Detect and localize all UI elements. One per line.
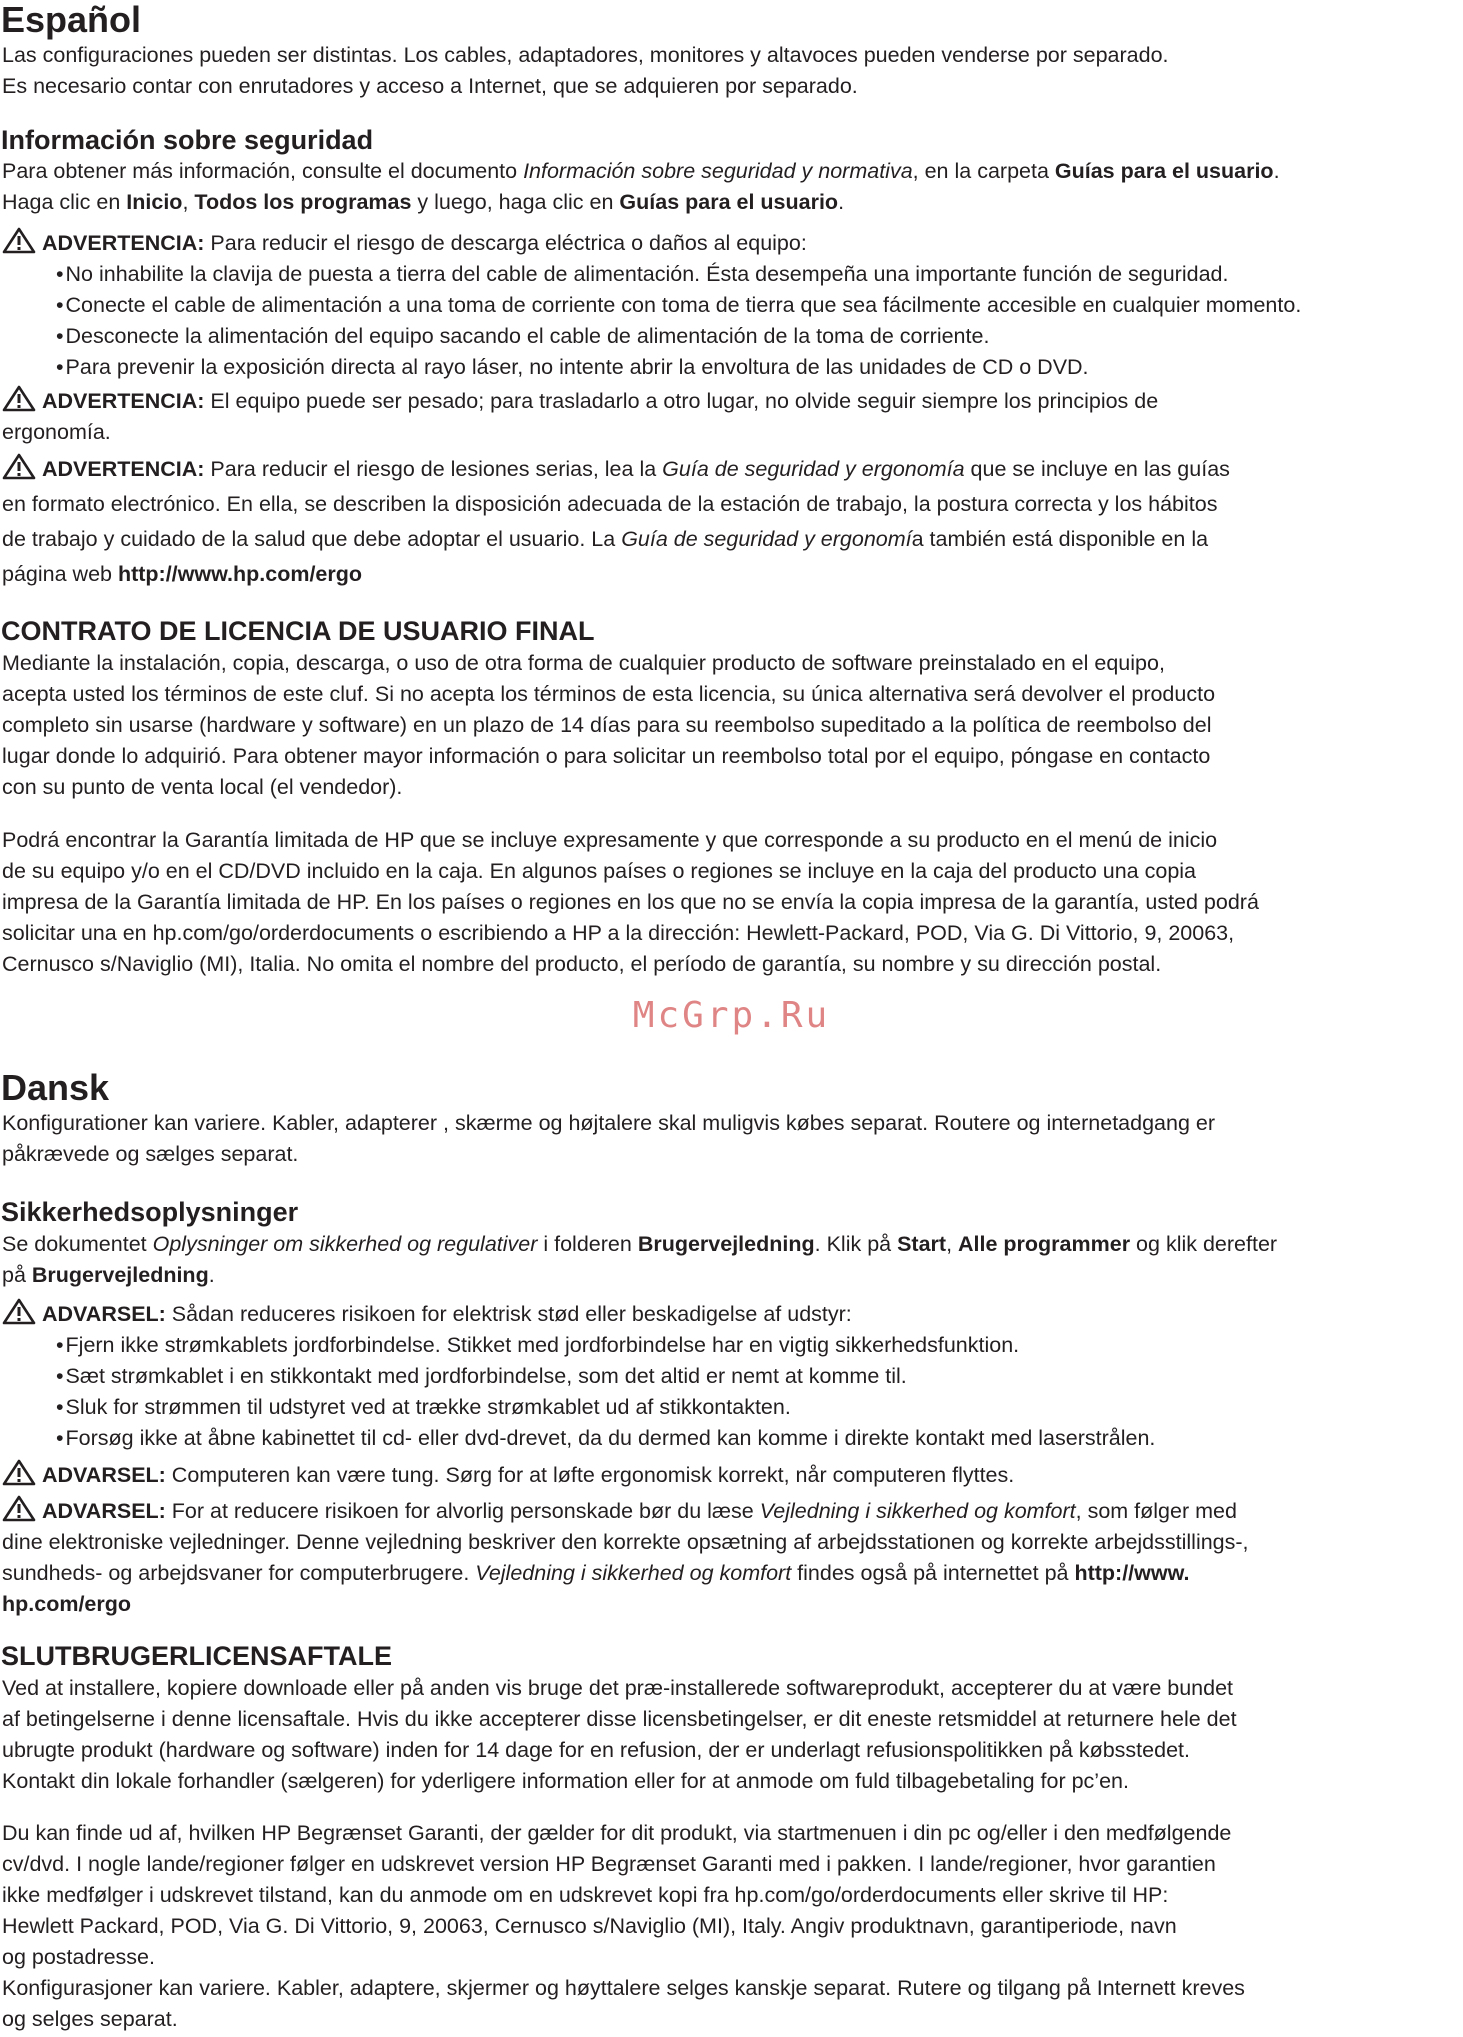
text-line: solicitar una en hp.com/go/orderdocuments o escribiendo a HP a la dirección: Hewlett-Packard, POD, Via G. Di Vittorio, 9, 20063, [2,921,1235,945]
warning-line: ADVARSEL: Sådan reduceres risikoen for elektrisk stød eller beskadigelse af udstyr: [2,1298,1457,1330]
text-line: Hewlett Packard, POD, Via G. Di Vittorio, 9, 20063, Cernusco s/Naviglio (MI), Italy. Angiv produktnavn, garantiperiode, navn [2,1914,1177,1938]
text-line: Konfigurationer kan variere. Kabler, adapterer , skærme og højtalere skal muligvis købes separat. Routere og internetadgang er [2,1111,1215,1135]
text-line: acepta usted los términos de este cluf. Si no acepta los términos de esta licencia, su única alternativa será devolver el producto [2,682,1216,706]
warning-label: ADVARSEL: [42,1463,166,1487]
text-line: på Brugervejledning. [2,1263,215,1287]
text-line: ikke medfølger i udskrevet tilstand, kan du anmode om en udskrevet kopi fra hp.com/go/orderdocuments eller skrive til HP: [2,1883,1169,1907]
text-line: de su equipo y/o en el CD/DVD incluido en la caja. En algunos países o regiones se incluye en la caja del producto una copia [2,859,1197,883]
text-line: af betingelserne i denne licensaftale. Hvis du ikke accepterer disse licensbetingelser, er dit eneste retsmiddel at returnere hele det [2,1707,1237,1731]
warning-label: ADVARSEL: [42,1499,166,1523]
warning-triangle-icon [2,1459,36,1486]
section-title-dansk: Dansk [1,1067,110,1108]
intro-espanol [2,40,1457,102]
warning-label: ADVERTENCIA: [42,457,205,481]
warning-label: ADVERTENCIA: [42,389,205,413]
warning-label: ADVARSEL: [42,1302,166,1326]
text-line: og postadresse. [2,1945,155,1969]
section-title-espanol: Español [1,0,142,40]
text-line: página web http://www.hp.com/ergo [2,562,363,586]
text-line: impresa de la Garantía limitada de HP. En los países o regiones en los que no se envía la copia impresa de la garantía, usted podrá [2,890,1259,914]
warning-line: ADVERTENCIA: Para reducir el riesgo de descarga eléctrica o daños al equipo: [2,227,1457,259]
warning-line: ADVARSEL: Computeren kan være tung. Sørg for at løfte ergonomisk korrekt, når computeren flyttes. [2,1459,1457,1491]
warning-triangle-icon [2,453,36,480]
text-line: dine elektroniske vejledninger. Denne vejledning beskriver den korrekte opsætning af arbejdsstationen og korrekte arbejdsstillings-, [2,1530,1249,1554]
warning-electric-dansk [2,1298,1457,1454]
text-line: sundheds- og arbejdsvaner for computerbrugere. Vejledning i sikkerhed og komfort findes også på internettet på http://www. [2,1561,1190,1585]
eula-paragraph-dansk [2,1673,1457,1797]
eula-paragraph-espanol [2,648,1457,803]
warranty-paragraph-dansk [2,1818,1457,1973]
heading-safety-dansk: Sikkerhedsoplysninger [1,1197,299,1227]
warning-label: ADVERTENCIA: [42,231,205,255]
text-line: ergonomía. [2,420,111,444]
warning-ergonomics-dansk [2,1495,1457,1620]
text-line: Du kan finde ud af, hvilken HP Begrænset Garanti, der gælder for dit produkt, via startmenuen i din pc og/eller i den medfølgende [2,1821,1232,1845]
text-line: ubrugte produkt (hardware og software) inden for 14 dage for en refusion, der er underlagt refusionspolitikken på købsstedet. [2,1738,1190,1762]
text-line: og selges separat. [2,2007,178,2031]
warning-line: ADVERTENCIA: El equipo puede ser pesado; para trasladarlo a otro lugar, no olvide seguir siempre los principios de [2,385,1457,417]
heading-eula-espanol: CONTRATO DE LICENCIA DE USUARIO FINAL [1,616,595,646]
text-line: påkrævede og sælges separat. [2,1142,299,1166]
warning-electric-espanol [2,227,1457,383]
intro-dansk [2,1108,1457,1170]
intro-norsk [2,1973,1457,2035]
warning-triangle-icon [2,1298,36,1325]
list-item: •Conecte el cable de alimentación a una toma de corriente con toma de tierra que sea fácilmente accesible en cualquier momento. [56,293,1302,317]
safety-paragraph-espanol [2,156,1457,218]
text-line: en formato electrónico. En ella, se describen la disposición adecuada de la estación de trabajo, la postura correcta y los hábitos [2,492,1218,516]
text-line [2,1589,1457,1620]
heading-eula-dansk: SLUTBRUGERLICENSAFTALE [1,1641,392,1671]
text-line: de trabajo y cuidado de la salud que debe adoptar el usuario. La Guía de seguridad y ergonomía también está disponible en la [2,527,1209,551]
warning-weight-dansk [2,1459,1457,1491]
warning-line: ADVERTENCIA: Para reducir el riesgo de lesiones serias, lea la Guía de seguridad y ergonomía que se incluye en las guías [2,452,1457,487]
list-item: •Fjern ikke strømkablets jordforbindelse. Stikket med jordforbindelse har en vigtig sikkerhedsfunktion. [56,1333,1020,1357]
text-line: Ved at installere, kopiere downloade eller på anden vis bruge det præ-installerede softwareprodukt, accepterer du at være bundet [2,1676,1234,1700]
text-line: con su punto de venta local (el vendedor). [2,775,403,799]
text-line: lugar donde lo adquirió. Para obtener mayor información o para solicitar un reembolso total por el equipo, póngase en contacto [2,744,1211,768]
text-line: Podrá encontrar la Garantía limitada de HP que se incluye expresamente y que corresponde a su producto en el menú de inicio [2,828,1218,852]
text-line: Mediante la instalación, copia, descarga, o uso de otra forma de cualquier producto de software preinstalado en el equipo, [2,651,1165,675]
text-line: Kontakt din lokale forhandler (sælgeren) for yderligere information eller for at anmode om fuld tilbagebetaling for pc’en. [2,1769,1129,1793]
list-item: •Forsøg ikke at åbne kabinettet til cd- eller dvd-drevet, da du dermed kan komme i direkte kontakt med laserstrålen. [56,1426,1156,1450]
text-line: cv/dvd. I nogle lande/regioner følger en udskrevet version HP Begrænset Garanti med i pakken. I lande/regioner, hvor garantien [2,1852,1216,1876]
warning-triangle-icon [2,1495,36,1522]
warranty-paragraph-espanol [2,825,1457,980]
watermark: McGrp.Ru [632,995,831,1036]
safety-paragraph-dansk [2,1229,1457,1291]
ergo-link[interactable]: http://www.hp.com/ergo [117,562,363,586]
warning-weight-espanol [2,385,1457,448]
warning-triangle-icon [2,385,36,412]
text-line: completo sin usarse (hardware y software) en un plazo de 14 días para su reembolso supeditado a la política de reembolso del [2,713,1212,737]
heading-safety-espanol: Información sobre seguridad [1,125,374,155]
warning-ergonomics-espanol [2,452,1457,592]
warning-triangle-icon [2,227,36,254]
ergo-link[interactable]: hp.com/ergo [2,1592,132,1616]
list-item: •No inhabilite la clavija de puesta a tierra del cable de alimentación. Ésta desempeña una importante función de seguridad. [56,262,1229,286]
text-line: Konfigurasjoner kan variere. Kabler, adaptere, skjermer og høyttalere selges kanskje separat. Rutere og tilgang på Internett kreves [2,1976,1245,2000]
text-line: Las configuraciones pueden ser distintas. Los cables, adaptadores, monitores y altavoces pueden venderse por separado. [2,43,1169,67]
text-line: Haga clic en Inicio, Todos los programas y luego, haga clic en Guías para el usuario. [2,190,845,214]
warning-line: ADVARSEL: For at reducere risikoen for alvorlig personskade bør du læse Vejledning i sikkerhed og komfort, som følger med [2,1495,1457,1527]
text-line: Se dokumentet Oplysninger om sikkerhed og regulativer i folderen Brugervejledning. Klik på Start, Alle programmer og klik derefter [2,1232,1278,1256]
list-item: •Sluk for strømmen til udstyret ved at trække strømkablet ud af stikkontakten. [56,1395,791,1419]
text-line: Es necesario contar con enrutadores y acceso a Internet, que se adquieren por separado. [2,74,858,98]
list-item: •Sæt strømkablet i en stikkontakt med jordforbindelse, som det altid er nemt at komme til. [56,1364,907,1388]
ergo-link[interactable]: http://www. [1074,1561,1190,1585]
list-item: •Para prevenir la exposición directa al rayo láser, no intente abrir la envoltura de las unidades de CD o DVD. [56,355,1089,379]
list-item: •Desconecte la alimentación del equipo sacando el cable de alimentación de la toma de corriente. [56,324,990,348]
text-line: Cernusco s/Naviglio (MI), Italia. No omita el nombre del producto, el período de garantía, su nombre y su dirección postal. [2,952,1162,976]
text-line: Para obtener más información, consulte el documento Información sobre seguridad y normativa, en la carpeta Guías para el usuario. [2,159,1280,183]
